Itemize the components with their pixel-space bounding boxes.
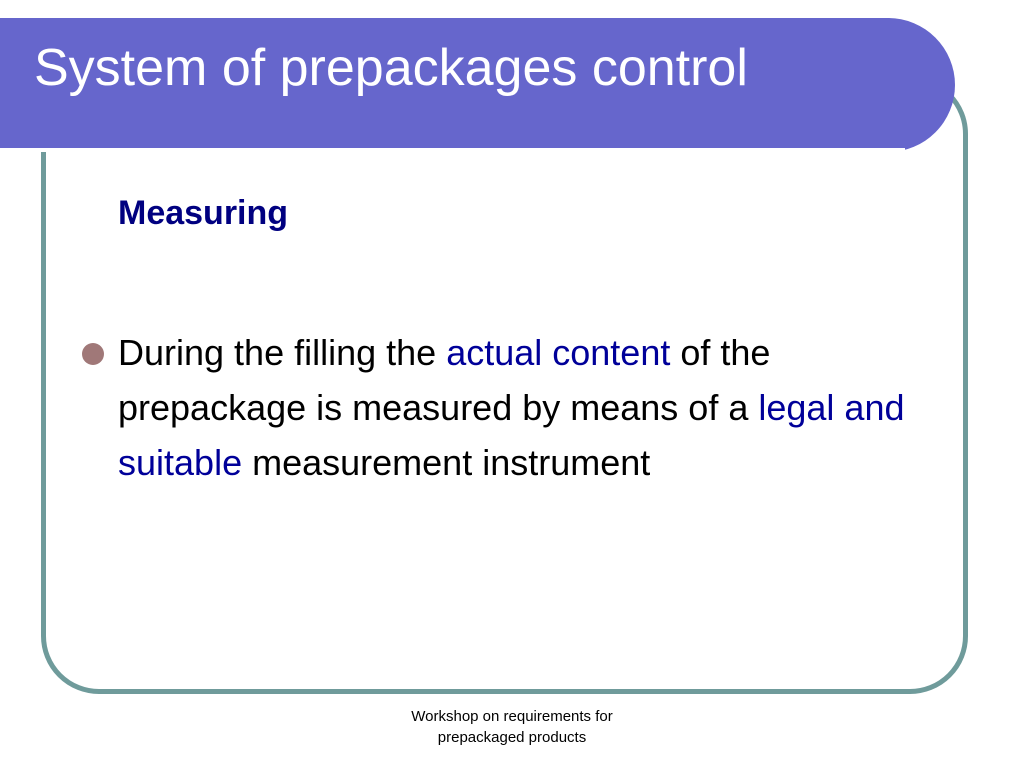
title-underline bbox=[0, 148, 905, 152]
slide-footer bbox=[362, 706, 662, 748]
footer-line-2: prepackaged products bbox=[437, 729, 587, 746]
bullet-text-part-2: of the prepackage is measured by means of a bbox=[118, 332, 771, 428]
bullet-text-part-1: During the filling the bbox=[118, 332, 447, 373]
section-heading: Measuring bbox=[118, 194, 289, 232]
footer-line-1: Workshop on requirements for bbox=[411, 708, 613, 725]
bullet-text-part-3: measurement instrument bbox=[242, 442, 651, 483]
bullet-highlight-actual-content: actual content bbox=[446, 332, 671, 373]
bullet-dot-icon bbox=[82, 343, 104, 365]
slide-title: System of prepackages control bbox=[34, 39, 748, 97]
bullet-highlight-legal-suitable: legal and suitable bbox=[118, 387, 905, 483]
bullet-text bbox=[118, 325, 958, 490]
